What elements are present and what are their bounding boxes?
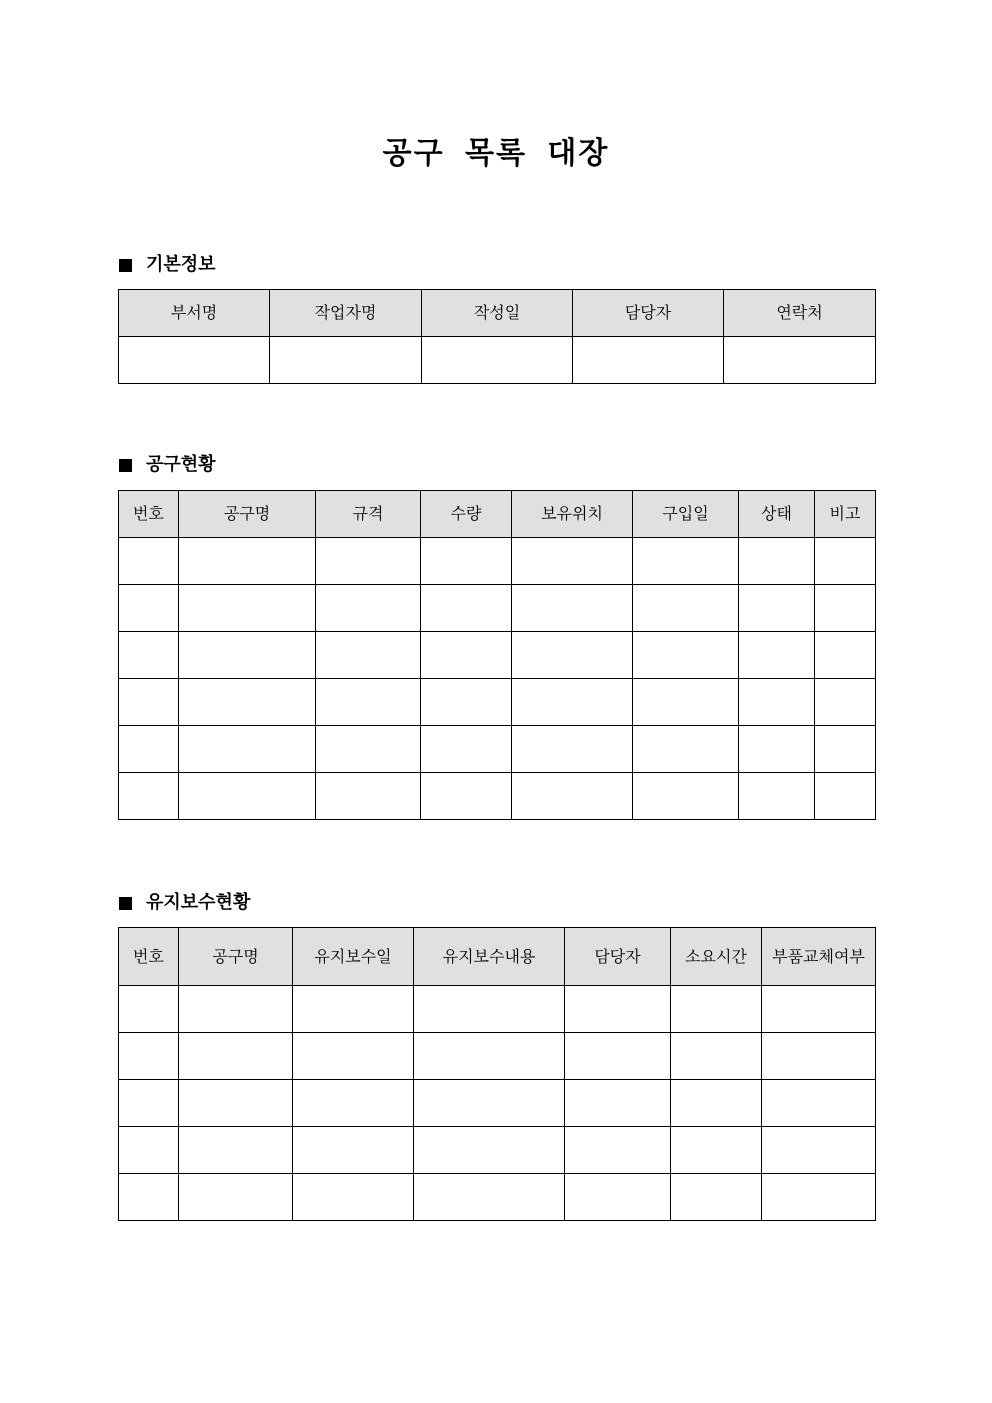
table-row [119, 986, 876, 1033]
section-heading-basic-info [119, 253, 216, 277]
table-cell[interactable] [565, 1174, 671, 1221]
table-row [119, 585, 876, 632]
column-header-maintenance-date: 유지보수일 [293, 928, 414, 986]
table-cell[interactable] [316, 726, 421, 773]
table-cell[interactable] [414, 1127, 565, 1174]
table-cell[interactable] [739, 726, 815, 773]
table-cell[interactable] [762, 1033, 876, 1080]
table-cell[interactable] [179, 585, 316, 632]
table-cell[interactable] [633, 773, 739, 820]
page-title: 공구 목록 대장 [382, 136, 610, 171]
maintenance-status-table [118, 927, 876, 1221]
table-cell[interactable] [512, 585, 633, 632]
table-cell[interactable] [815, 585, 876, 632]
table-cell[interactable] [119, 679, 179, 726]
table-cell[interactable] [762, 986, 876, 1033]
table-cell[interactable] [671, 1174, 762, 1221]
column-header-number: 번호 [119, 928, 179, 986]
square-bullet-icon [119, 897, 132, 910]
table-cell[interactable] [671, 1127, 762, 1174]
table-cell[interactable] [179, 632, 316, 679]
table-cell[interactable] [179, 679, 316, 726]
column-header-department: 부서명 [119, 290, 270, 337]
table-cell[interactable] [573, 337, 724, 384]
table-row [119, 632, 876, 679]
table-cell[interactable] [119, 337, 270, 384]
column-header-tool-name: 공구명 [179, 928, 293, 986]
table-cell[interactable] [815, 679, 876, 726]
table-cell[interactable] [739, 679, 815, 726]
table-cell[interactable] [512, 773, 633, 820]
column-header-tool-name: 공구명 [179, 491, 316, 538]
square-bullet-icon [119, 259, 132, 272]
table-cell[interactable] [724, 337, 876, 384]
section-heading-label: 유지보수현황 [146, 892, 251, 913]
table-cell[interactable] [316, 773, 421, 820]
table-header-row [119, 491, 876, 538]
table-cell[interactable] [565, 986, 671, 1033]
table-cell[interactable] [293, 1080, 414, 1127]
column-header-purchase-date: 구입일 [633, 491, 739, 538]
table-cell[interactable] [179, 1174, 293, 1221]
table-cell[interactable] [179, 1127, 293, 1174]
table-cell[interactable] [512, 726, 633, 773]
table-cell[interactable] [414, 986, 565, 1033]
table-cell[interactable] [179, 1033, 293, 1080]
table-cell[interactable] [739, 538, 815, 585]
column-header-location: 보유위치 [512, 491, 633, 538]
section-heading-maintenance-status [119, 891, 250, 915]
table-cell[interactable] [739, 773, 815, 820]
table-cell[interactable] [293, 1127, 414, 1174]
table-cell[interactable] [512, 679, 633, 726]
table-cell[interactable] [762, 1174, 876, 1221]
table-cell[interactable] [633, 632, 739, 679]
table-cell[interactable] [739, 585, 815, 632]
table-cell[interactable] [815, 773, 876, 820]
table-cell[interactable] [316, 632, 421, 679]
column-header-number: 번호 [119, 491, 179, 538]
table-header-row [119, 928, 876, 986]
table-cell[interactable] [119, 538, 179, 585]
table-cell[interactable] [119, 1174, 179, 1221]
section-heading-label: 공구현황 [146, 454, 216, 475]
table-cell[interactable] [119, 1080, 179, 1127]
table-row [119, 1033, 876, 1080]
column-header-worker-name: 작업자명 [270, 290, 422, 337]
table-cell[interactable] [119, 773, 179, 820]
table-cell[interactable] [179, 726, 316, 773]
table-cell[interactable] [179, 538, 316, 585]
table-cell[interactable] [119, 632, 179, 679]
table-cell[interactable] [414, 1080, 565, 1127]
column-header-manager: 담당자 [573, 290, 724, 337]
table-cell[interactable] [512, 538, 633, 585]
table-cell[interactable] [179, 1080, 293, 1127]
table-cell[interactable] [316, 679, 421, 726]
table-cell[interactable] [421, 538, 512, 585]
section-heading-tool-status [119, 453, 216, 477]
table-cell[interactable] [633, 726, 739, 773]
table-header-row [119, 290, 876, 337]
table-cell[interactable] [421, 726, 512, 773]
tool-status-table [118, 490, 876, 820]
table-cell[interactable] [119, 1033, 179, 1080]
column-header-contact: 연락처 [724, 290, 876, 337]
table-cell[interactable] [815, 538, 876, 585]
column-header-condition: 상태 [739, 491, 815, 538]
basic-info-table [118, 289, 876, 384]
square-bullet-icon [119, 459, 132, 472]
table-cell[interactable] [739, 632, 815, 679]
table-cell[interactable] [512, 632, 633, 679]
table-row [119, 726, 876, 773]
table-row [119, 538, 876, 585]
table-cell[interactable] [422, 337, 573, 384]
table-cell[interactable] [815, 726, 876, 773]
table-cell[interactable] [179, 986, 293, 1033]
column-header-time-required: 소요시간 [671, 928, 762, 986]
table-cell[interactable] [633, 679, 739, 726]
table-cell[interactable] [421, 632, 512, 679]
table-cell[interactable] [762, 1127, 876, 1174]
column-header-quantity: 수량 [421, 491, 512, 538]
table-cell[interactable] [565, 1033, 671, 1080]
table-cell[interactable] [316, 538, 421, 585]
column-header-remarks: 비고 [815, 491, 876, 538]
table-cell[interactable] [414, 1174, 565, 1221]
table-cell[interactable] [421, 679, 512, 726]
table-cell[interactable] [270, 337, 422, 384]
table-cell[interactable] [421, 585, 512, 632]
table-cell[interactable] [671, 1080, 762, 1127]
table-cell[interactable] [565, 1127, 671, 1174]
column-header-date-written: 작성일 [422, 290, 573, 337]
table-cell[interactable] [179, 773, 316, 820]
column-header-manager: 담당자 [565, 928, 671, 986]
table-cell[interactable] [633, 585, 739, 632]
table-row [119, 1174, 876, 1221]
table-cell[interactable] [119, 585, 179, 632]
table-cell[interactable] [421, 773, 512, 820]
table-cell[interactable] [762, 1080, 876, 1127]
table-cell[interactable] [633, 538, 739, 585]
table-cell[interactable] [671, 1033, 762, 1080]
table-row [119, 1127, 876, 1174]
table-cell[interactable] [414, 1033, 565, 1080]
column-header-part-replaced: 부품교체여부 [762, 928, 876, 986]
table-cell[interactable] [293, 1174, 414, 1221]
table-cell[interactable] [815, 632, 876, 679]
column-header-maintenance-details: 유지보수내용 [414, 928, 565, 986]
table-cell[interactable] [119, 1127, 179, 1174]
table-cell[interactable] [119, 986, 179, 1033]
table-cell[interactable] [293, 1033, 414, 1080]
table-cell[interactable] [316, 585, 421, 632]
section-heading-label: 기본정보 [146, 254, 216, 275]
table-row [119, 773, 876, 820]
column-header-spec: 규격 [316, 491, 421, 538]
table-cell[interactable] [671, 986, 762, 1033]
table-row [119, 679, 876, 726]
table-cell[interactable] [565, 1080, 671, 1127]
table-cell[interactable] [293, 986, 414, 1033]
table-cell[interactable] [119, 726, 179, 773]
table-row [119, 337, 876, 384]
table-row [119, 1080, 876, 1127]
